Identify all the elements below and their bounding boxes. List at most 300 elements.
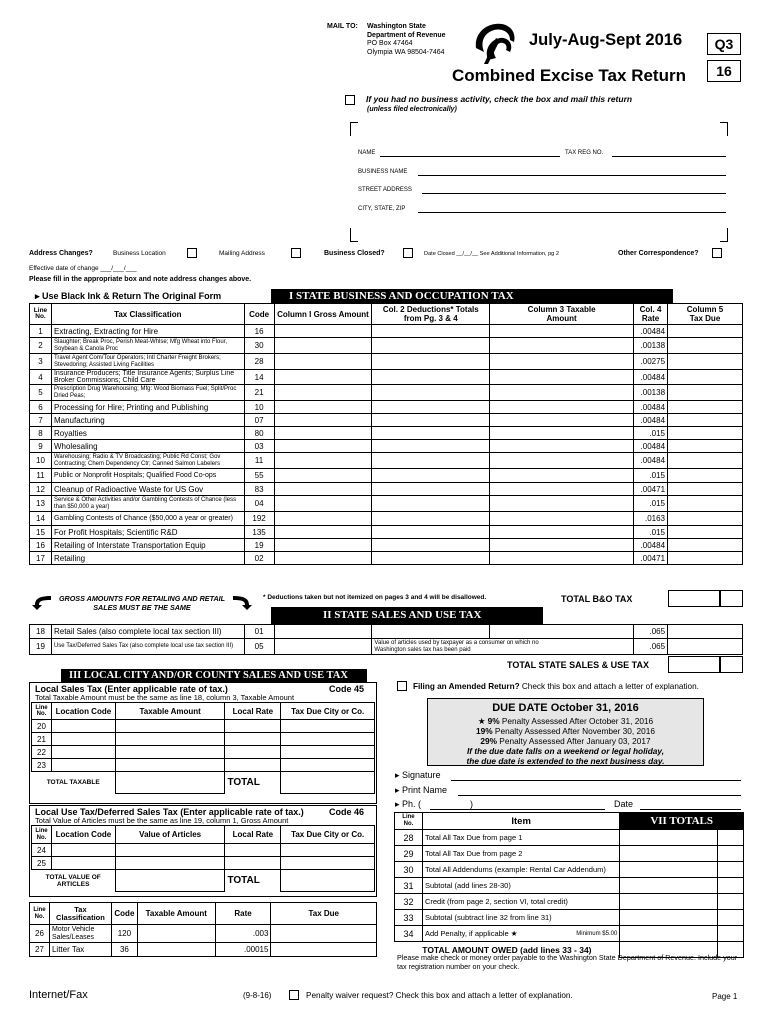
curved-arrow-icon (229, 593, 253, 611)
row-rate: .00015 (215, 943, 271, 957)
amount-field[interactable] (620, 878, 718, 894)
row-no: 18 (30, 625, 52, 639)
local-rate-field[interactable] (225, 720, 281, 733)
other-tax-table (29, 902, 377, 957)
mail-line: Department of Revenue (367, 31, 446, 39)
row-item: Credit (from page 2, section VI, total credit) (424, 897, 568, 906)
date-closed-label: Date Closed __/__/__ See Additional Information, pg 2 (424, 251, 559, 257)
taxable-amount-field[interactable] (115, 720, 225, 733)
tax-due-field[interactable] (668, 639, 743, 655)
row-rate: .065 (634, 639, 668, 655)
taxable-amount-field[interactable] (490, 414, 634, 427)
mail-line: Olympia WA 98504-7464 (367, 48, 445, 56)
cents-field[interactable] (718, 910, 744, 926)
taxable-amount-field[interactable] (490, 427, 634, 440)
tax-due-field[interactable] (668, 625, 743, 639)
row-code: 30 (244, 338, 274, 354)
row-no: 16 (30, 539, 52, 552)
business-name-field[interactable] (418, 175, 726, 176)
row-class: For Profit Hospitals; Scientific R&D (51, 526, 244, 539)
tax-due-field[interactable] (271, 943, 377, 957)
deductions-field[interactable] (372, 338, 490, 354)
total-local-use-field[interactable] (281, 870, 375, 892)
other-corr-checkbox[interactable] (712, 248, 722, 258)
total-bo-field[interactable] (668, 590, 720, 607)
tax-due-field[interactable] (668, 401, 743, 414)
row-rate: .00275 (634, 354, 668, 370)
row-class: Public or Nonprofit Hospitals; Qualified Food Co-ops (51, 469, 244, 483)
row-code: 11 (244, 453, 274, 469)
tax-due-field[interactable] (281, 759, 375, 772)
gross-amount-field[interactable] (274, 427, 372, 440)
bo-row (30, 539, 743, 552)
row-rate: .065 (634, 625, 668, 639)
business-location-checkbox[interactable] (187, 248, 197, 258)
gross-amount-field[interactable] (274, 639, 372, 655)
h-rate: Local Rate (225, 826, 281, 844)
bo-row (30, 325, 743, 338)
row-no: 22 (32, 746, 52, 759)
taxable-amount-field[interactable] (490, 496, 634, 512)
print-name-field[interactable] (458, 795, 741, 796)
row-class: Royalties (51, 427, 244, 440)
row-code: 55 (244, 469, 274, 483)
tax-due-field[interactable] (668, 427, 743, 440)
taxable-amount-field[interactable] (490, 469, 634, 483)
taxable-amount-field[interactable] (490, 552, 634, 565)
address-corner (350, 122, 358, 136)
taxable-amount-field[interactable] (490, 625, 634, 639)
location-code-field[interactable] (51, 720, 115, 733)
row-item: Subtotal (subtract line 32 from line 31) (424, 913, 552, 922)
row-no: 1 (30, 325, 52, 338)
page-number: Page 1 (712, 992, 738, 1001)
city-field[interactable] (418, 212, 726, 213)
gross-amount-field[interactable] (274, 401, 372, 414)
local-sales-row (32, 746, 375, 759)
holiday-note: the due date is extended to the next business day. (466, 756, 665, 766)
row-code: 36 (111, 943, 137, 957)
local-use-table (31, 825, 375, 892)
penalty-pct: 29% (480, 736, 497, 746)
amount-field[interactable] (620, 894, 718, 910)
total-value-note: Total Value of Articles must be the same as line 19, column 1, Gross Amount (35, 816, 289, 825)
row-no: 10 (30, 453, 52, 469)
total-bo-label: TOTAL B&O TAX (561, 594, 633, 604)
tax-due-field[interactable] (668, 453, 743, 469)
row-class: Litter Tax (49, 943, 111, 957)
row-rate: .00484 (634, 414, 668, 427)
tax-reg-field[interactable] (612, 156, 726, 157)
bo-row (30, 469, 743, 483)
row-no: 32 (395, 894, 423, 910)
deductions-field[interactable] (372, 440, 490, 453)
h-taxable: Taxable Amount (115, 703, 225, 720)
total-taxable-note: Total Taxable Amount must be the same as line 18, column 3, Taxable Amount (35, 693, 295, 702)
row-no: 30 (395, 862, 423, 878)
row-no: 7 (30, 414, 52, 427)
row-no: 28 (395, 830, 423, 846)
bo-row (30, 512, 743, 526)
deductions-field[interactable] (372, 385, 490, 401)
fill-in-note: Please fill in the appropriate box and note address changes above. (29, 276, 252, 283)
h-line: Line No. (32, 826, 52, 844)
row-class: Travel Agent Com/Tour Operators; Intl Charter Freight Brokers; Stevedoring; Assisted Living Facilities (51, 354, 244, 370)
totals-title: VII TOTALS (620, 813, 744, 830)
taxable-amount-field[interactable] (490, 453, 634, 469)
deductions-field[interactable] (372, 526, 490, 539)
penalty-line (428, 736, 703, 746)
h-col3: Column 3 Taxable Amount (490, 304, 634, 325)
tax-due-field[interactable] (281, 746, 375, 759)
total-value-field[interactable] (115, 870, 225, 892)
row-no: 5 (30, 385, 52, 401)
other-corr-label: Other Correspondence? (618, 250, 699, 257)
amount-field[interactable] (620, 926, 718, 942)
bo-row (30, 453, 743, 469)
h-line: Line No. (395, 813, 423, 830)
gross-amount-field[interactable] (274, 325, 372, 338)
total-taxable-field[interactable] (115, 772, 225, 794)
row-class: Slaughter; Break Proc, Perish Meat-Whlse; Mfg Wheat into Flour, Soybean & Canola Proc (51, 338, 244, 354)
form-title: Combined Excise Tax Return (452, 66, 686, 85)
gross-amount-field[interactable] (274, 440, 372, 453)
row-no: 34 (395, 926, 423, 942)
taxable-amount-field[interactable] (490, 325, 634, 338)
penalty-pct: 19% (476, 726, 493, 736)
row-code: 120 (111, 925, 137, 943)
total-bo-cents[interactable] (720, 590, 743, 607)
effective-date: Effective date of change ___/___/___ (29, 265, 137, 272)
row-code: 02 (244, 552, 274, 565)
row-class: Retailing (51, 552, 244, 565)
curved-arrow-icon (31, 593, 55, 611)
bo-row (30, 552, 743, 565)
local-sales-title: Local Sales Tax (Enter applicable rate of tax.) (35, 684, 228, 694)
gross-amount-field[interactable] (274, 354, 372, 370)
cents-field[interactable] (718, 862, 744, 878)
row-class: Warehousing; Radio & TV Broadcasting; Public Rd Const; Gov Contracting; Chem Dependency Ctr; Canned Salmon Labelers (51, 453, 244, 469)
total-local-sales-field[interactable] (281, 772, 375, 794)
penalty-text: Penalty Assessed After January 03, 2017 (497, 736, 651, 746)
row-no: 12 (30, 483, 52, 496)
date-field[interactable] (640, 809, 741, 810)
phone-field[interactable] (430, 809, 605, 810)
row-code: 03 (244, 440, 274, 453)
street-field[interactable] (422, 193, 726, 194)
bo-row (30, 354, 743, 370)
black-ink-text: Use Black Ink & Return The Original Form (42, 291, 222, 301)
h-location: Location Code (51, 703, 115, 720)
phone-close: ) (470, 799, 473, 809)
tax-due-field[interactable] (668, 385, 743, 401)
row-rate: .00471 (634, 483, 668, 496)
row-code: 19 (244, 539, 274, 552)
due-title: DUE DATE October 31, 2016 (492, 702, 639, 714)
tax-due-field[interactable] (281, 857, 375, 870)
deductions-field[interactable] (372, 401, 490, 414)
deductions-field[interactable] (372, 354, 490, 370)
h-location: Location Code (51, 826, 115, 844)
deductions-field[interactable] (372, 625, 490, 639)
gross-amount-field[interactable] (274, 625, 372, 639)
totals-table (394, 812, 744, 958)
tax-due-field[interactable] (668, 526, 743, 539)
tax-due-field[interactable] (668, 483, 743, 496)
tax-due-field[interactable] (271, 925, 377, 943)
row-rate: .015 (634, 496, 668, 512)
row-code: 28 (244, 354, 274, 370)
gross-amount-field[interactable] (274, 370, 372, 385)
tax-due-field[interactable] (281, 720, 375, 733)
phone-label: ▸ Ph. ( (395, 799, 422, 809)
row-no: 31 (395, 878, 423, 894)
h-due: Tax Due City or Co. (281, 826, 375, 844)
cents-field[interactable] (718, 926, 744, 942)
gross-amount-field[interactable] (274, 526, 372, 539)
total-sales-cents[interactable] (720, 656, 743, 673)
value-articles-field[interactable] (115, 857, 225, 870)
taxable-amount-field[interactable] (490, 539, 634, 552)
amount-field[interactable] (620, 862, 718, 878)
amount-field[interactable] (620, 830, 718, 846)
address-corner (350, 228, 358, 242)
rev-date: (9-8-16) (243, 991, 272, 1000)
row-class: Retail Sales (also complete local tax section III) (51, 625, 244, 639)
deductions-field[interactable] (372, 512, 490, 526)
tax-due-field[interactable] (668, 440, 743, 453)
gross-amount-field[interactable] (274, 338, 372, 354)
year-box: 16 (707, 60, 741, 82)
amended-text: Check this box and attach a letter of explanation. (521, 682, 699, 691)
cents-field[interactable] (718, 830, 744, 846)
star-icon: ★ (510, 929, 518, 938)
bo-row (30, 496, 743, 512)
print-name-text: Print Name (402, 785, 448, 795)
tax-due-field[interactable] (281, 844, 375, 857)
taxable-amount-field[interactable] (490, 483, 634, 496)
gross-amount-field[interactable] (274, 385, 372, 401)
gross-amount-field[interactable] (274, 469, 372, 483)
bo-row (30, 370, 743, 385)
taxable-amount-field[interactable] (490, 385, 634, 401)
local-sales-table (31, 702, 375, 794)
tax-due-field[interactable] (668, 539, 743, 552)
penalty-pct: 9% (487, 716, 500, 726)
amount-field[interactable] (620, 846, 718, 862)
name-field[interactable] (380, 156, 560, 157)
due-date-box (427, 698, 704, 766)
black-ink-note: ▸ Use Black Ink & Return The Original Form (35, 291, 222, 301)
tax-due-field[interactable] (668, 414, 743, 427)
taxable-amount-field[interactable] (490, 338, 634, 354)
row-class: Insurance Producers; Title Insurance Agents; Surplus Line Broker Commissions; Child Care (51, 370, 244, 385)
signature-label: ▸ Signature (395, 770, 441, 780)
cents-field[interactable] (718, 894, 744, 910)
minimum-note: Minimum $5.00 (576, 931, 618, 937)
deductions-field[interactable] (372, 496, 490, 512)
h-col5: Column 5 Tax Due (668, 304, 743, 325)
row-rate: .00484 (634, 401, 668, 414)
bo-row (30, 414, 743, 427)
total-sales-field[interactable] (668, 656, 720, 673)
local-rate-field[interactable] (225, 844, 281, 857)
waiver-checkbox[interactable] (289, 990, 299, 1000)
tax-due-field[interactable] (668, 370, 743, 385)
row-class: Retailing of Interstate Transportation Equip (51, 539, 244, 552)
taxable-amount-field[interactable] (115, 746, 225, 759)
deductions-field[interactable] (372, 427, 490, 440)
bo-row (30, 440, 743, 453)
signature-field[interactable] (451, 780, 741, 781)
taxable-amount-field[interactable] (490, 440, 634, 453)
total-taxable-label: TOTAL TAXABLE (32, 772, 116, 794)
row-code: 10 (244, 401, 274, 414)
penalty-text: Penalty Assessed After November 30, 2016 (492, 726, 655, 736)
tax-reg-label: TAX REG NO. (565, 150, 604, 156)
deductions-field[interactable] (372, 370, 490, 385)
deductions-field[interactable] (372, 539, 490, 552)
gross-amount-field[interactable] (274, 512, 372, 526)
taxable-amount-field[interactable] (490, 370, 634, 385)
business-closed-label: Business Closed? (324, 250, 385, 257)
h-col2: Col. 2 Deductions* Totals from Pg. 3 & 4 (372, 304, 490, 325)
local-rate-field[interactable] (225, 759, 281, 772)
gross-amount-field[interactable] (274, 414, 372, 427)
h-rate: Local Rate (225, 703, 281, 720)
row-rate: .015 (634, 427, 668, 440)
tax-due-field[interactable] (668, 354, 743, 370)
local-use-row (32, 857, 375, 870)
row-code: 05 (244, 639, 274, 655)
tax-due-field[interactable] (668, 469, 743, 483)
row-code: 16 (244, 325, 274, 338)
totals-row (395, 926, 744, 942)
row-rate: .00484 (634, 453, 668, 469)
internet-fax: Internet/Fax (29, 989, 88, 1001)
row-code: 14 (244, 370, 274, 385)
gross-amount-field[interactable] (274, 496, 372, 512)
amended-note (413, 682, 699, 691)
local-rate-field[interactable] (225, 857, 281, 870)
taxable-amount-field[interactable] (490, 526, 634, 539)
bo-row (30, 427, 743, 440)
taxable-amount-field[interactable] (137, 925, 215, 943)
section1-title: I STATE BUSINESS AND OCCUPATION TAX (271, 289, 673, 303)
row-no: 11 (30, 469, 52, 483)
totals-row (395, 878, 744, 894)
amended-checkbox[interactable] (397, 681, 407, 691)
row-class: Cleanup of Radioactive Waste for US Gov (51, 483, 244, 496)
amended-label: Filing an Amended Return? (413, 682, 520, 691)
value-articles-field[interactable] (115, 844, 225, 857)
gross-amount-field[interactable] (274, 539, 372, 552)
mail-line: PO Box 47464 (367, 40, 413, 47)
row-code: 80 (244, 427, 274, 440)
h-line: Line No. (30, 304, 52, 325)
dor-logo-icon (470, 18, 520, 66)
gross-note: GROSS AMOUNTS FOR RETAILING AND RETAIL SALES MUST BE THE SAME (58, 594, 226, 612)
tax-due-field[interactable] (668, 512, 743, 526)
deductions-field[interactable] (372, 552, 490, 565)
row-class: Processing for Hire; Printing and Publishing (51, 401, 244, 414)
h-due: Tax Due (271, 903, 377, 925)
row-no: 6 (30, 401, 52, 414)
deductions-field[interactable] (372, 414, 490, 427)
address-changes-label: Address Changes? (29, 250, 93, 257)
business-location-label: Business Location (113, 250, 166, 257)
deductions-field[interactable] (372, 453, 490, 469)
local-sales-row (32, 733, 375, 746)
location-code-field[interactable] (51, 746, 115, 759)
location-code-field[interactable] (51, 857, 115, 870)
taxable-amount-field[interactable] (490, 401, 634, 414)
period-title: July-Aug-Sept 2016 (529, 31, 683, 49)
totals-row (395, 894, 744, 910)
business-name-label: BUSINESS NAME (358, 169, 408, 175)
taxable-amount-field[interactable] (490, 354, 634, 370)
tax-due-field[interactable] (668, 325, 743, 338)
taxable-amount-field[interactable] (137, 943, 215, 957)
business-closed-checkbox[interactable] (403, 248, 413, 258)
row-no: 4 (30, 370, 52, 385)
bo-tax-table (29, 303, 743, 565)
total-value-label: TOTAL VALUE OF ARTICLES (32, 870, 116, 892)
taxable-amount-field[interactable] (490, 512, 634, 526)
cents-field[interactable] (718, 878, 744, 894)
row-no: 29 (395, 846, 423, 862)
row-code: 83 (244, 483, 274, 496)
row-class: Use Tax/Deferred Sales Tax (also complete local use tax section III) (51, 639, 244, 655)
mailing-address-label: Mailing Address (219, 250, 265, 257)
gross-amount-field[interactable] (274, 453, 372, 469)
tax-due-field[interactable] (668, 338, 743, 354)
row-item: Total All Tax Due from page 1 (424, 833, 523, 842)
mailing-address-checkbox[interactable] (291, 248, 301, 258)
gross-amount-field[interactable] (274, 552, 372, 565)
h-class: Tax Classification (49, 903, 111, 925)
row-no: 20 (32, 720, 52, 733)
location-code-field[interactable] (51, 844, 115, 857)
mail-to-address (367, 23, 446, 57)
row-class: Wholesaling (51, 440, 244, 453)
total-label: TOTAL (225, 772, 281, 794)
row-item: Subtotal (add lines 28-30) (424, 881, 511, 890)
deductions-field[interactable] (372, 483, 490, 496)
totals-row (395, 910, 744, 926)
taxable-amount-field[interactable] (115, 733, 225, 746)
no-activity-sub: (unless filed electronically) (367, 106, 457, 113)
tax-due-field[interactable] (281, 733, 375, 746)
totals-row (395, 862, 744, 878)
taxable-amount-field[interactable] (115, 759, 225, 772)
deductions-field[interactable] (372, 469, 490, 483)
amount-field[interactable] (620, 910, 718, 926)
location-code-field[interactable] (51, 733, 115, 746)
street-label: STREET ADDRESS (358, 187, 412, 193)
h-line: Line No. (30, 903, 50, 925)
deductions-field[interactable] (372, 325, 490, 338)
tax-due-field[interactable] (668, 552, 743, 565)
local-rate-field[interactable] (225, 746, 281, 759)
gross-amount-field[interactable] (274, 483, 372, 496)
local-rate-field[interactable] (225, 733, 281, 746)
cents-field[interactable] (718, 846, 744, 862)
no-activity-checkbox[interactable] (345, 95, 355, 105)
tax-due-field[interactable] (668, 496, 743, 512)
location-code-field[interactable] (51, 759, 115, 772)
h-col4: Col. 4 Rate (634, 304, 668, 325)
